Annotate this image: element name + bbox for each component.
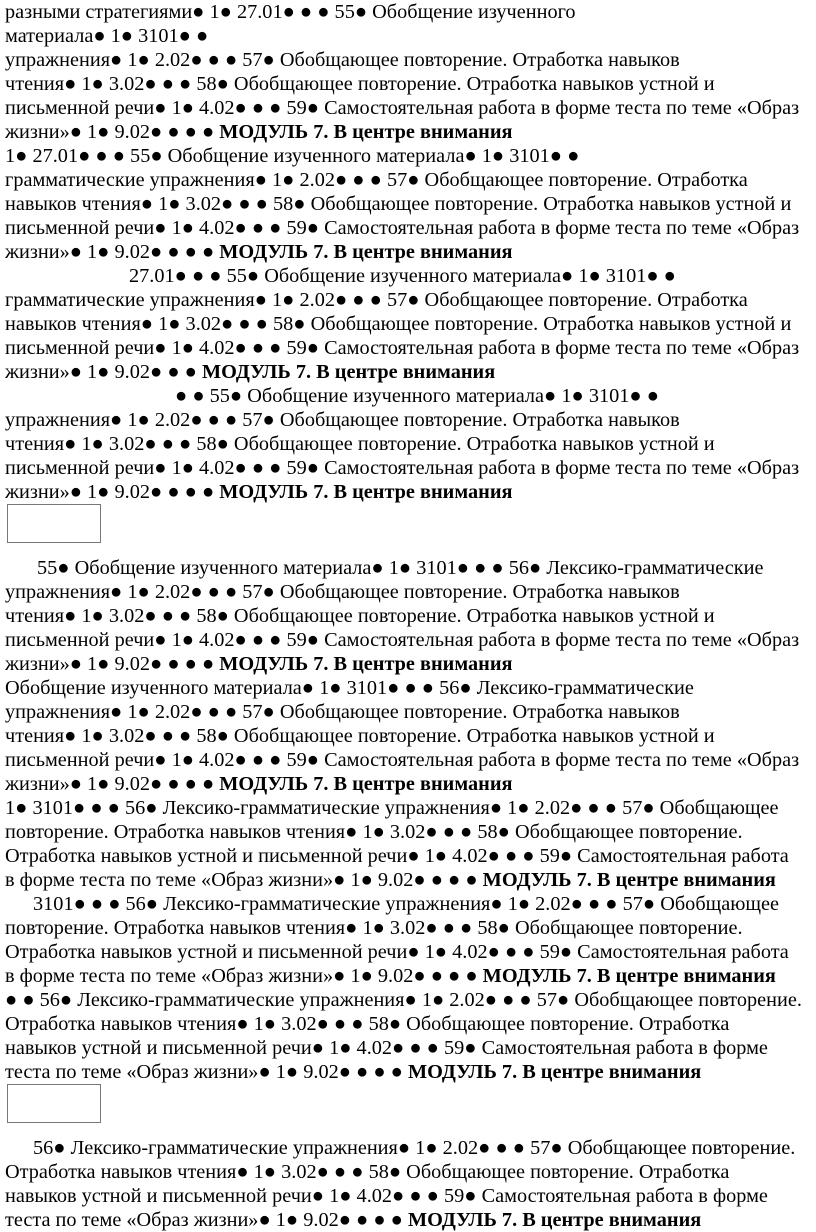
text-line <box>5 384 810 408</box>
text-line <box>5 360 810 384</box>
module-heading: МОДУЛЬ 7. В центре внимания <box>408 1209 702 1231</box>
text-line <box>5 240 810 264</box>
line-text: упражнения● 1● 2.02● ● ● 57● Обобщающее повторение. Отработка навыков <box>5 409 680 431</box>
text-line <box>5 456 810 480</box>
text-line <box>5 1136 810 1160</box>
line-text: навыков устной и письменной речи● 1● 4.02● ● ● 59● Самостоятельная работа в форме <box>5 1037 768 1059</box>
line-text: 1● 3101● ● ● 56● Лексико-грамматические упражнения● 1● 2.02● ● ● 57● Обобщающее <box>5 797 779 819</box>
line-text: Отработка навыков чтения● 1● 3.02● ● ● 58● Обобщающее повторение. Отработка <box>5 1161 730 1183</box>
line-text: письменной речи● 1● 4.02● ● ● 59● Самостоятельная работа в форме теста по теме «Образ <box>5 629 800 651</box>
line-text: навыков устной и письменной речи● 1● 4.02● ● ● 59● Самостоятельная работа в форме <box>5 1185 768 1207</box>
line-text: материала● 1● 3101● ● <box>5 25 209 47</box>
module-heading: МОДУЛЬ 7. В центре внимания <box>219 241 513 263</box>
text-line <box>5 72 810 96</box>
line-text: 3101● ● ● 56● Лексико-грамматические упражнения● 1● 2.02● ● ● 57● Обобщающее <box>33 893 780 915</box>
text-line <box>5 408 810 432</box>
line-text: в форме теста по теме «Образ жизни»● 1● 9.02● ● ● ● <box>5 965 483 987</box>
text-line <box>5 940 810 964</box>
line-text: письменной речи● 1● 4.02● ● ● 59● Самостоятельная работа в форме теста по теме «Образ <box>5 749 800 771</box>
line-text: письменной речи● 1● 4.02● ● ● 59● Самостоятельная работа в форме теста по теме «Образ <box>5 97 800 119</box>
line-text: жизни»● 1● 9.02● ● ● ● <box>5 241 220 263</box>
text-line <box>5 24 810 48</box>
text-line <box>5 192 810 216</box>
text-line <box>5 604 810 628</box>
line-text: упражнения● 1● 2.02● ● ● 57● Обобщающее повторение. Отработка навыков <box>5 701 680 723</box>
text-line <box>5 120 810 144</box>
line-text: Отработка навыков устной и письменной речи● 1● 4.02● ● ● 59● Самостоятельная работа <box>5 845 789 867</box>
text-line <box>5 988 810 1012</box>
line-text: 55● Обобщение изученного материала● 1● 3101● ● ● 56● Лексико-грамматические <box>37 557 764 579</box>
text-line <box>5 964 810 988</box>
line-text: 1● 27.01● ● ● 55● Обобщение изученного материала● 1● 3101● ● <box>5 145 580 167</box>
text-line <box>5 1208 810 1232</box>
line-text: Обобщение изученного материала● 1● 3101● ● ● 56● Лексико-грамматические <box>5 677 694 699</box>
text-line <box>5 432 810 456</box>
text-line <box>5 868 810 892</box>
line-text: теста по теме «Образ жизни»● 1● 9.02● ● ● ● <box>5 1061 409 1083</box>
text-line <box>5 580 810 604</box>
text-line <box>5 748 810 772</box>
empty-frame-box <box>7 1084 101 1123</box>
text-line <box>5 0 810 24</box>
text-line <box>5 892 810 916</box>
module-heading: МОДУЛЬ 7. В центре внимания <box>482 965 776 987</box>
line-text: Отработка навыков устной и письменной речи● 1● 4.02● ● ● 59● Самостоятельная работа <box>5 941 789 963</box>
line-text: Отработка навыков чтения● 1● 3.02● ● ● 58● Обобщающее повторение. Отработка <box>5 1013 730 1035</box>
line-text: жизни»● 1● 9.02● ● ● ● <box>5 653 220 675</box>
module-heading: МОДУЛЬ 7. В центре внимания <box>219 773 513 795</box>
line-text: письменной речи● 1● 4.02● ● ● 59● Самостоятельная работа в форме теста по теме «Образ <box>5 217 800 239</box>
line-text: письменной речи● 1● 4.02● ● ● 59● Самостоятельная работа в форме теста по теме «Образ <box>5 337 800 359</box>
text-line <box>5 628 810 652</box>
line-text: теста по теме «Образ жизни»● 1● 9.02● ● ● ● <box>5 1209 409 1231</box>
line-text: навыков чтения● 1● 3.02● ● ● 58● Обобщающее повторение. Отработка навыков устной и <box>5 313 792 335</box>
module-heading: МОДУЛЬ 7. В центре внимания <box>408 1061 702 1083</box>
line-text: повторение. Отработка навыков чтения● 1● 3.02● ● ● 58● Обобщающее повторение. <box>5 917 743 939</box>
text-line <box>5 796 810 820</box>
line-text: ● ● 55● Обобщение изученного материала● 1● 3101● ● <box>175 385 659 407</box>
line-text: жизни»● 1● 9.02● ● ● ● <box>5 481 220 503</box>
text-line <box>5 480 810 504</box>
text-line <box>5 48 810 72</box>
text-line <box>5 1060 810 1084</box>
line-text: в форме теста по теме «Образ жизни»● 1● 9.02● ● ● ● <box>5 869 483 891</box>
line-text: письменной речи● 1● 4.02● ● ● 59● Самостоятельная работа в форме теста по теме «Образ <box>5 457 800 479</box>
module-heading: МОДУЛЬ 7. В центре внимания <box>219 653 513 675</box>
empty-frame-box <box>7 504 101 543</box>
text-line <box>5 556 810 580</box>
text-line <box>5 844 810 868</box>
text-line <box>5 168 810 192</box>
line-text: 56● Лексико-грамматические упражнения● 1● 2.02● ● ● 57● Обобщающее повторение. <box>33 1137 796 1159</box>
line-text: навыков чтения● 1● 3.02● ● ● 58● Обобщающее повторение. Отработка навыков устной и <box>5 193 792 215</box>
text-line <box>5 652 810 676</box>
line-text: чтения● 1● 3.02● ● ● 58● Обобщающее повторение. Отработка навыков устной и <box>5 725 715 747</box>
text-line <box>5 216 810 240</box>
text-line <box>5 1012 810 1036</box>
text-line <box>5 1036 810 1060</box>
text-line <box>5 288 810 312</box>
text-line <box>5 264 810 288</box>
line-text: упражнения● 1● 2.02● ● ● 57● Обобщающее повторение. Отработка навыков <box>5 581 680 603</box>
line-text: повторение. Отработка навыков чтения● 1● 3.02● ● ● 58● Обобщающее повторение. <box>5 821 743 843</box>
line-text: чтения● 1● 3.02● ● ● 58● Обобщающее повторение. Отработка навыков устной и <box>5 433 715 455</box>
line-text: 27.01● ● ● 55● Обобщение изученного материала● 1● 3101● ● <box>129 265 676 287</box>
line-text: чтения● 1● 3.02● ● ● 58● Обобщающее повторение. Отработка навыков устной и <box>5 605 715 627</box>
text-line <box>5 820 810 844</box>
line-text: упражнения● 1● 2.02● ● ● 57● Обобщающее повторение. Отработка навыков <box>5 49 680 71</box>
module-heading: МОДУЛЬ 7. В центре внимания <box>482 869 776 891</box>
line-text: грамматические упражнения● 1● 2.02● ● ● 57● Обобщающее повторение. Отработка <box>5 169 748 191</box>
text-line <box>5 724 810 748</box>
text-line <box>5 700 810 724</box>
text-line <box>5 144 810 168</box>
text-line <box>5 96 810 120</box>
line-text: грамматические упражнения● 1● 2.02● ● ● 57● Обобщающее повторение. Отработка <box>5 289 748 311</box>
module-heading: МОДУЛЬ 7. В центре внимания <box>219 481 513 503</box>
text-line <box>5 336 810 360</box>
line-text: жизни»● 1● 9.02● ● ● ● <box>5 121 220 143</box>
module-heading: МОДУЛЬ 7. В центре внимания <box>219 121 513 143</box>
line-text: разными стратегиями● 1● 27.01● ● ● 55● Обобщение изученного <box>5 1 576 23</box>
text-line <box>5 772 810 796</box>
text-line <box>5 676 810 700</box>
line-text: ● ● 56● Лексико-грамматические упражнения● 1● 2.02● ● ● 57● Обобщающее повторение. <box>5 989 802 1011</box>
line-text: жизни»● 1● 9.02● ● ● <box>5 361 202 383</box>
module-heading: МОДУЛЬ 7. В центре внимания <box>201 361 496 383</box>
text-line <box>5 916 810 940</box>
text-line <box>5 1184 810 1208</box>
line-text: жизни»● 1● 9.02● ● ● ● <box>5 773 220 795</box>
line-text: чтения● 1● 3.02● ● ● 58● Обобщающее повторение. Отработка навыков устной и <box>5 73 715 95</box>
text-line <box>5 312 810 336</box>
text-line <box>5 1160 810 1184</box>
